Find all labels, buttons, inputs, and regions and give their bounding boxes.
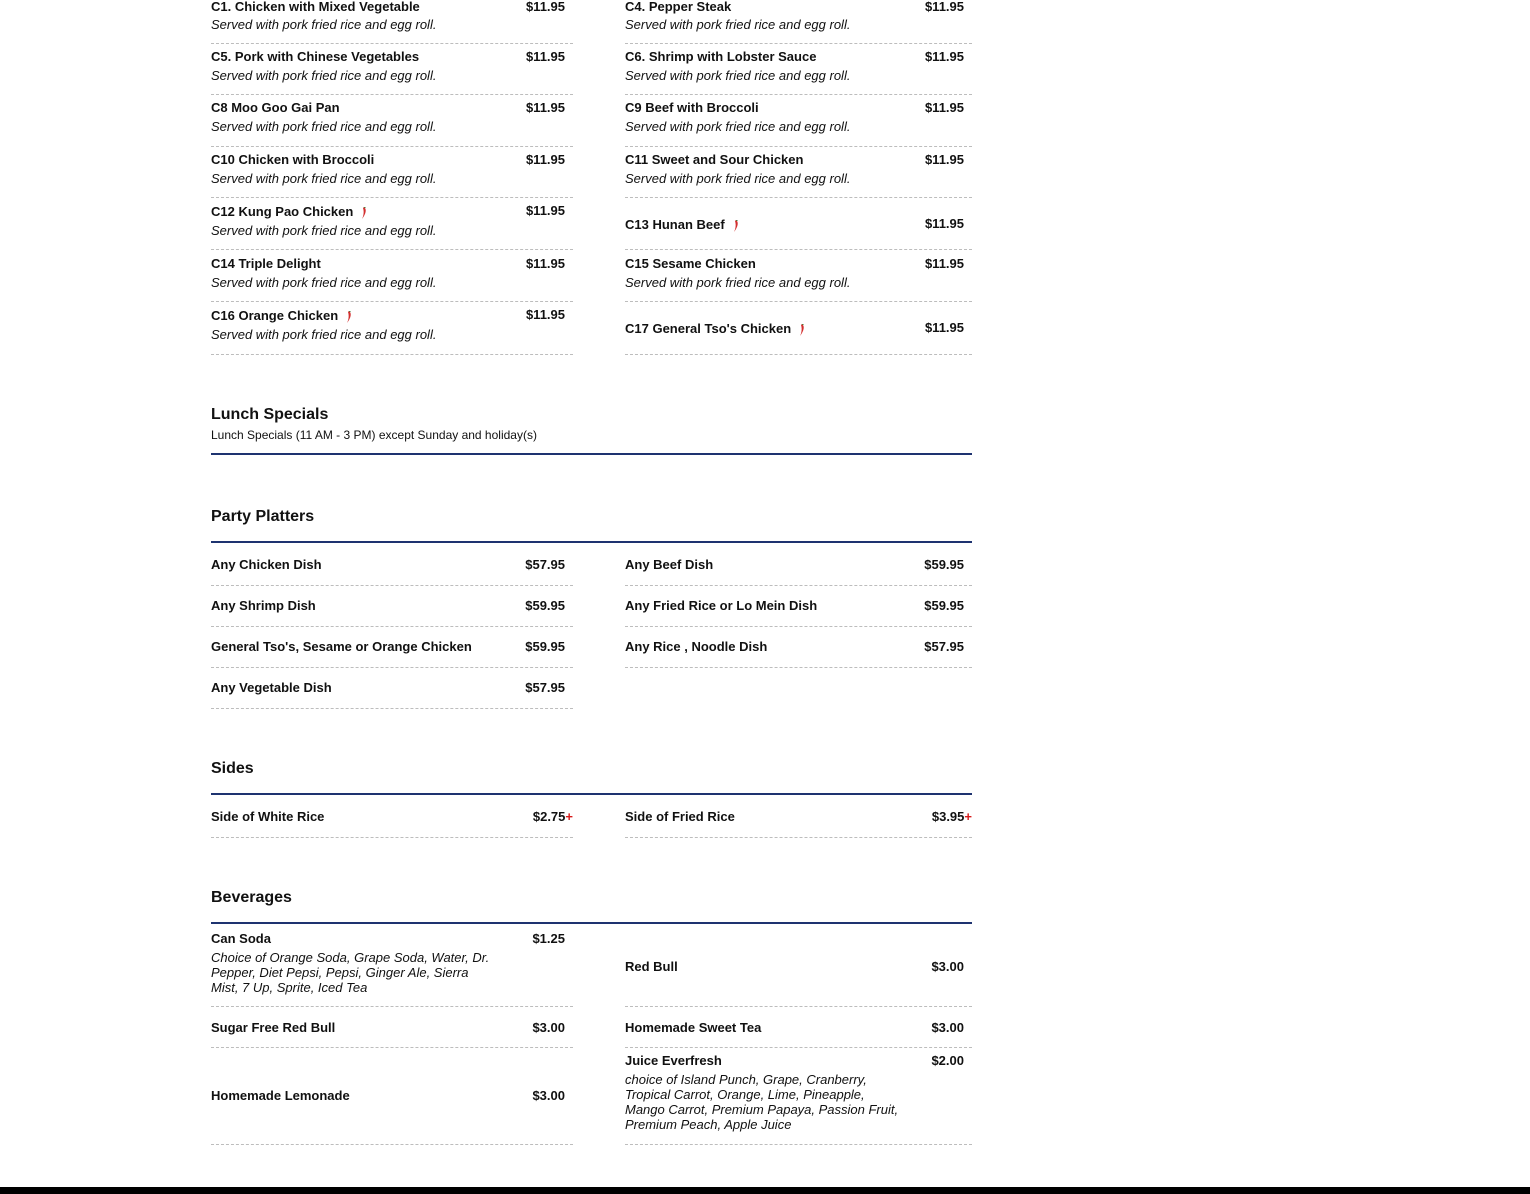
item-description: Served with pork fried rice and egg roll. xyxy=(211,275,437,290)
item-name: Can Soda xyxy=(211,931,271,946)
menu-item[interactable] xyxy=(211,668,573,709)
item-price: $3.00 xyxy=(532,1088,565,1103)
item-description: Served with pork fried rice and egg roll. xyxy=(625,171,851,186)
item-price: $11.95 xyxy=(924,152,964,167)
item-name: Sugar Free Red Bull xyxy=(211,1020,336,1035)
item-name: C15 Sesame Chicken xyxy=(625,256,756,271)
chili-pepper-icon xyxy=(361,207,367,219)
add-option-plus[interactable]: + xyxy=(565,809,573,824)
section-title-beverages: Beverages xyxy=(211,889,292,906)
item-price: $3.00 xyxy=(532,1020,565,1035)
item-price: $11.95 xyxy=(525,49,565,64)
item-name: C1. Chicken with Mixed Vegetable xyxy=(211,0,420,14)
item-name: Side of White Rice xyxy=(211,809,325,824)
item-name: C11 Sweet and Sour Chicken xyxy=(625,152,804,167)
menu-item[interactable] xyxy=(211,925,573,1007)
item-price: $11.95 xyxy=(525,0,565,14)
menu-item[interactable] xyxy=(625,147,972,198)
menu-item[interactable] xyxy=(625,44,972,95)
section-title-party-platters: Party Platters xyxy=(211,508,315,525)
menu-item[interactable] xyxy=(625,796,972,838)
menu-item[interactable] xyxy=(625,1007,972,1048)
item-name: Homemade Lemonade xyxy=(211,1088,350,1103)
item-name: C4. Pepper Steak xyxy=(625,0,732,14)
item-price: $11.95 xyxy=(924,100,964,115)
item-price: $59.95 xyxy=(525,639,565,654)
item-name-text: C13 Hunan Beef xyxy=(625,217,725,232)
item-price: $57.95 xyxy=(924,639,964,654)
section-divider xyxy=(211,922,972,924)
item-description: choice of Island Punch, Grape, Cranberry, Tropical Carrot, Orange, Lime, Pineapple, Mango Carrot, Premium Papaya, Passion Fruit, Premium Peach, Apple Juice xyxy=(625,1072,899,1132)
menu-item[interactable] xyxy=(211,198,573,250)
menu-item[interactable] xyxy=(211,1007,573,1048)
menu-item[interactable] xyxy=(625,925,972,1007)
chili-pepper-icon xyxy=(733,220,739,232)
menu-item[interactable] xyxy=(625,95,972,147)
menu-item[interactable] xyxy=(211,44,573,95)
menu-item[interactable] xyxy=(211,1048,573,1145)
menu-item[interactable] xyxy=(625,544,972,586)
item-description: Choice of Orange Soda, Grape Soda, Water, Dr. Pepper, Diet Pepsi, Pepsi, Ginger Ale, Sierra Mist, 7 Up, Sprite, Iced Tea xyxy=(211,950,490,995)
item-name: Any Shrimp Dish xyxy=(211,598,316,613)
item-name: C6. Shrimp with Lobster Sauce xyxy=(625,49,817,64)
menu-item[interactable] xyxy=(211,250,573,302)
item-price: $59.95 xyxy=(525,598,565,613)
item-price: $59.95 xyxy=(924,598,964,613)
item-price: $11.95 xyxy=(924,0,964,14)
item-price: $11.95 xyxy=(924,320,964,335)
item-name: Any Beef Dish xyxy=(625,557,714,572)
item-name: Any Fried Rice or Lo Mein Dish xyxy=(625,598,818,613)
item-name-text: C17 General Tso's Chicken xyxy=(625,321,792,336)
add-option-plus[interactable]: + xyxy=(964,809,972,824)
menu-item[interactable] xyxy=(211,586,573,627)
item-description: Served with pork fried rice and egg roll. xyxy=(211,223,437,238)
chili-pepper-icon xyxy=(799,324,805,336)
item-price: $11.95 xyxy=(525,256,565,271)
item-price: $1.25 xyxy=(532,931,565,946)
item-price: $11.95 xyxy=(525,307,565,322)
item-price xyxy=(533,809,573,825)
item-description: Served with pork fried rice and egg roll. xyxy=(625,17,851,32)
item-name: C10 Chicken with Broccoli xyxy=(211,152,375,167)
item-name: Any Vegetable Dish xyxy=(211,680,332,695)
menu-item[interactable] xyxy=(625,250,972,302)
item-name: Any Rice , Noodle Dish xyxy=(625,639,768,654)
item-price xyxy=(932,809,972,825)
section-divider xyxy=(211,793,972,795)
item-name-text: C12 Kung Pao Chicken xyxy=(211,204,354,219)
item-price: $57.95 xyxy=(525,557,565,572)
item-name: C14 Triple Delight xyxy=(211,256,321,271)
item-name: C8 Moo Goo Gai Pan xyxy=(211,100,340,115)
menu-item[interactable] xyxy=(625,627,972,668)
item-name: C5. Pork with Chinese Vegetables xyxy=(211,49,420,64)
item-name: Red Bull xyxy=(625,959,678,974)
menu-item[interactable] xyxy=(211,0,573,44)
menu-item[interactable] xyxy=(625,586,972,627)
item-name xyxy=(625,217,739,233)
menu-item[interactable] xyxy=(625,1048,972,1145)
item-description: Served with pork fried rice and egg roll. xyxy=(625,275,851,290)
menu-item[interactable] xyxy=(625,302,972,355)
item-description: Served with pork fried rice and egg roll. xyxy=(211,68,437,83)
item-price: $11.95 xyxy=(924,216,964,231)
item-price: $3.00 xyxy=(931,1020,964,1035)
item-name: C9 Beef with Broccoli xyxy=(625,100,759,115)
item-description: Served with pork fried rice and egg roll. xyxy=(211,119,437,134)
item-name: General Tso's, Sesame or Orange Chicken xyxy=(211,639,472,654)
item-price: $11.95 xyxy=(525,100,565,115)
item-price: $11.95 xyxy=(525,203,565,218)
item-description: Served with pork fried rice and egg roll. xyxy=(625,119,851,134)
item-name: Side of Fried Rice xyxy=(625,809,735,824)
item-description: Served with pork fried rice and egg roll. xyxy=(211,327,437,342)
chili-pepper-icon xyxy=(346,311,352,323)
item-name: Juice Everfresh xyxy=(625,1053,722,1068)
item-price: $3.00 xyxy=(931,959,964,974)
item-description: Served with pork fried rice and egg roll. xyxy=(211,171,437,186)
item-description: Served with pork fried rice and egg roll. xyxy=(211,17,437,32)
item-name: Homemade Sweet Tea xyxy=(625,1020,762,1035)
item-name: Any Chicken Dish xyxy=(211,557,322,572)
menu-item[interactable] xyxy=(211,95,573,147)
item-price-value: $3.95 xyxy=(931,809,965,824)
item-name xyxy=(211,204,367,220)
section-title-sides: Sides xyxy=(211,760,254,777)
item-price: $11.95 xyxy=(924,49,964,64)
item-price-value: $2.75 xyxy=(532,809,566,824)
menu-item[interactable] xyxy=(211,796,573,838)
menu-item[interactable] xyxy=(625,198,972,250)
item-name xyxy=(211,308,352,324)
item-name-text: C16 Orange Chicken xyxy=(211,308,339,323)
item-price: $2.00 xyxy=(931,1053,964,1068)
section-title-lunch-specials: Lunch Specials xyxy=(211,406,329,423)
menu-item[interactable] xyxy=(211,147,573,198)
item-description: Served with pork fried rice and egg roll. xyxy=(625,68,851,83)
menu-item[interactable] xyxy=(211,544,573,586)
item-price: $57.95 xyxy=(525,680,565,695)
item-price: $59.95 xyxy=(924,557,964,572)
menu-item[interactable] xyxy=(211,302,573,355)
item-name xyxy=(625,321,805,337)
menu-item[interactable] xyxy=(211,627,573,668)
item-price: $11.95 xyxy=(924,256,964,271)
footer-bar xyxy=(0,1187,1530,1194)
item-price: $11.95 xyxy=(525,152,565,167)
section-divider xyxy=(211,453,972,455)
menu-item[interactable] xyxy=(625,0,972,44)
section-divider xyxy=(211,541,972,543)
section-subtitle-lunch-hours: Lunch Specials (11 AM - 3 PM) except Sunday and holiday(s) xyxy=(211,428,537,442)
